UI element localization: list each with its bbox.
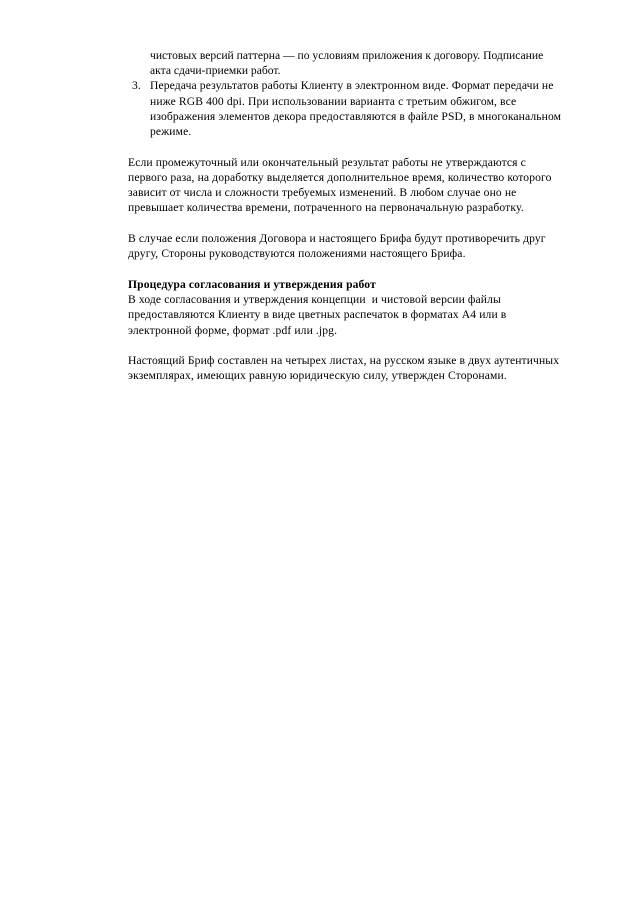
- document-text-column: [128, 48, 566, 384]
- list-item-label: Передача результатов работы Клиенту в электронном виде. Формат передачи не ниже RGB 400 dpi. При использовании варианта с третьим обжигом, все изображения элементов декора предоставляются в файле PSD, в многоканальном режиме.: [150, 79, 562, 139]
- list-item: [128, 78, 566, 139]
- paragraph-approval-delivery: В ходе согласования и утверждения концепции и чистовой версии файлы предоставляются Клиенту в виде цветных распечаток в форматах А4 или в электронной форме, формат .pdf или .jpg.: [128, 293, 510, 337]
- list-item-continuation-text: чистовых версий паттерна — по условиям приложения к договору. Подписание акта сдачи-приемки работ.: [150, 49, 544, 78]
- list-item-marker: 3.: [132, 79, 141, 93]
- paragraph-revision-terms: Если промежуточный или окончательный результат работы не утверждаются с первого раза, на доработку выделяется дополнительное время, количество которого зависит от числа и сложности требуемых изменений. В любом случае оно не превышает количества времени, потраченного на первоначальную разработку.: [128, 155, 552, 215]
- paragraph-contract-precedence: В случае если положения Договора и настоящего Брифа будут противоречить друг другу, Стороны руководствуются положениями настоящего Брифа.: [128, 232, 546, 261]
- section-heading-approval-procedure: Процедура согласования и утверждения работ: [128, 277, 376, 291]
- numbered-list: [128, 78, 566, 139]
- paragraph-brief-execution: Настоящий Бриф составлен на четырех листах, на русском языке в двух аутентичных экземплярах, имеющих равную юридическую силу, утвержден Сторонами.: [128, 354, 560, 383]
